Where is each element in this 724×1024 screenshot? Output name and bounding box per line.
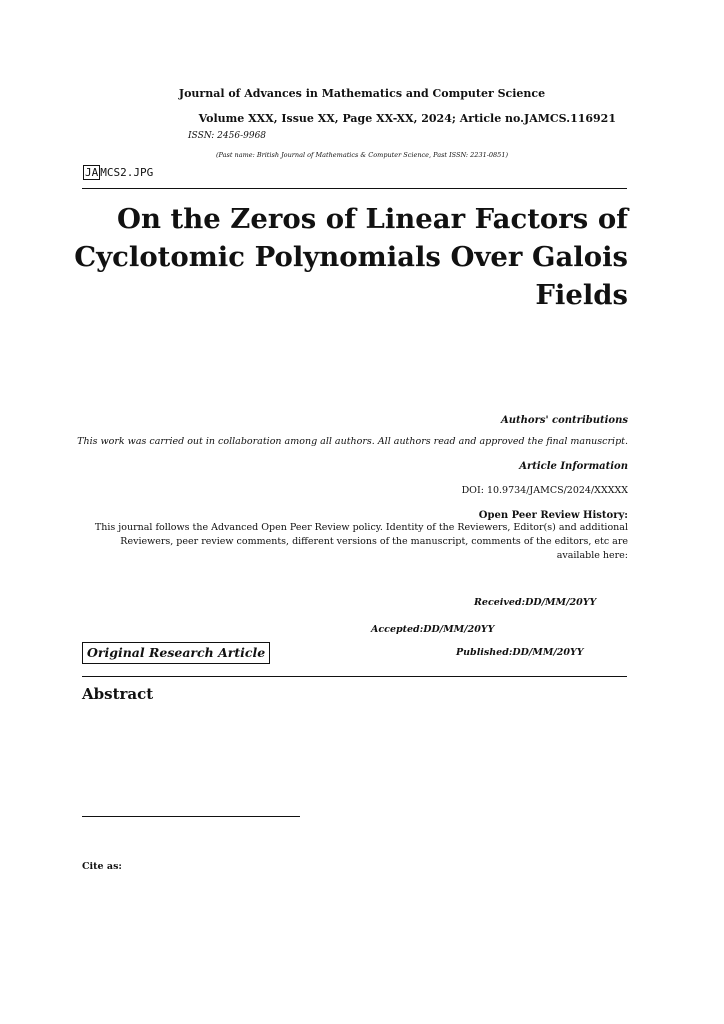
logo-placeholder-rest: MCS2.JPG — [100, 166, 154, 179]
accepted-date: Accepted:DD/MM/20YY — [371, 624, 495, 635]
cite-as: Cite as: — [82, 861, 122, 872]
contributions-text: This work was carried out in collaboration among all authors. All authors read and approved the final manuscript. — [77, 436, 628, 447]
abstract-heading: Abstract — [82, 685, 154, 703]
logo-placeholder-boxed: JA — [85, 166, 99, 179]
published-date: Published:DD/MM/20YY — [456, 647, 584, 658]
header-divider — [82, 188, 627, 189]
title-line-3: Fields — [535, 279, 628, 311]
peer-review-heading: Open Peer Review History: — [478, 510, 628, 521]
received-date: Received:DD/MM/20YY — [474, 597, 597, 608]
footnote-rule — [82, 816, 300, 817]
paper-title — [68, 200, 628, 314]
volume-line: Volume XXX, Issue XX, Page XX-XX, 2024; Article no.JAMCS.116921 — [198, 112, 616, 125]
journal-logo-placeholder — [83, 165, 153, 180]
contributions-heading: Authors' contributions — [501, 415, 628, 426]
journal-name: Journal of Advances in Mathematics and Computer Science — [178, 87, 546, 100]
article-type-badge: Original Research Article — [82, 642, 270, 664]
peer-review-text: This journal follows the Advanced Open Peer Review policy. Identity of the Reviewers, Editor(s) and additional Reviewers, peer review comments, different versions of the manuscript, comments of the editors, etc are available here: — [94, 522, 628, 561]
past-name-note: (Past name: British Journal of Mathematics & Computer Science, Past ISSN: 2231-0851) — [216, 151, 508, 159]
abstract-divider — [82, 676, 627, 677]
title-line-1: On the Zeros of Linear Factors of — [117, 203, 628, 235]
article-info-heading: Article Information — [519, 461, 628, 472]
doi[interactable]: DOI: 10.9734/JAMCS/2024/XXXXX — [461, 485, 628, 496]
issn: ISSN: 2456-9968 — [188, 131, 267, 141]
title-line-2: Cyclotomic Polynomials Over Galois — [74, 241, 628, 273]
